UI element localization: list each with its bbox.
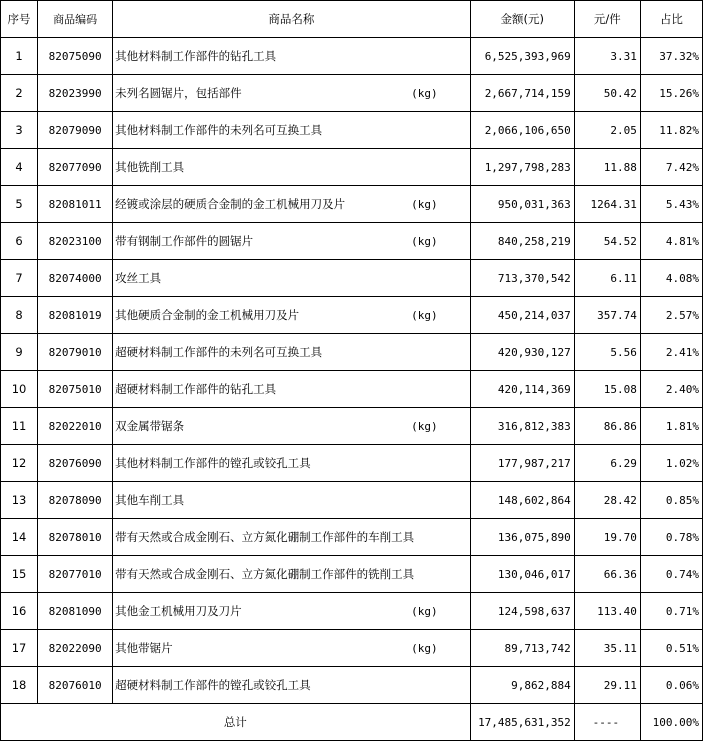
row-share: 4.81%: [640, 223, 702, 260]
total-unit-price: ----: [574, 704, 640, 741]
row-amount: 1,297,798,283: [470, 149, 574, 186]
row-code: 82081011: [38, 186, 113, 223]
row-unit-price: 50.42: [574, 75, 640, 112]
table-row: [1, 186, 703, 223]
row-name-cell: [113, 667, 471, 704]
row-no: 12: [1, 445, 38, 482]
row-no: 9: [1, 334, 38, 371]
row-name: 其他硬质合金制的金工机械用刀及片: [115, 308, 300, 322]
row-share: 11.82%: [640, 112, 702, 149]
row-share: 5.43%: [640, 186, 702, 223]
table-row: [1, 112, 703, 149]
table-row: [1, 408, 703, 445]
row-name: 其他车削工具: [115, 493, 185, 507]
row-no: 4: [1, 149, 38, 186]
row-code: 82079010: [38, 334, 113, 371]
row-no: 18: [1, 667, 38, 704]
row-name-cell: [113, 630, 471, 667]
row-name-cell: [113, 482, 471, 519]
row-code: 82078010: [38, 519, 113, 556]
total-row: [1, 704, 703, 741]
row-name: 其他材料制工作部件的镗孔或铰孔工具: [115, 456, 311, 470]
row-no: 7: [1, 260, 38, 297]
row-unit-price: 66.36: [574, 556, 640, 593]
row-unit-price: 357.74: [574, 297, 640, 334]
row-code: 82078090: [38, 482, 113, 519]
row-amount: 713,370,542: [470, 260, 574, 297]
row-share: 1.02%: [640, 445, 702, 482]
row-code: 82076010: [38, 667, 113, 704]
row-amount: 316,812,383: [470, 408, 574, 445]
row-code: 82074000: [38, 260, 113, 297]
table-row: [1, 223, 703, 260]
row-code: 82081090: [38, 593, 113, 630]
table-header-row: [1, 1, 703, 38]
row-name-cell: [113, 38, 471, 75]
row-unit: (kg): [411, 419, 438, 433]
row-no: 5: [1, 186, 38, 223]
row-amount: 89,713,742: [470, 630, 574, 667]
row-code: 82075090: [38, 38, 113, 75]
row-amount: 6,525,393,969: [470, 38, 574, 75]
table-body: [1, 38, 703, 704]
table-row: [1, 75, 703, 112]
header-code: 商品编码: [38, 1, 113, 38]
row-unit-price: 19.70: [574, 519, 640, 556]
row-share: 0.51%: [640, 630, 702, 667]
header-unit-price: 元/件: [574, 1, 640, 38]
row-code: 82022010: [38, 408, 113, 445]
header-amount: 金额(元): [470, 1, 574, 38]
row-name-cell: [113, 112, 471, 149]
row-no: 2: [1, 75, 38, 112]
row-name: 超硬材料制工作部件的钻孔工具: [115, 382, 277, 396]
row-amount: 148,602,864: [470, 482, 574, 519]
row-share: 7.42%: [640, 149, 702, 186]
row-name: 超硬材料制工作部件的镗孔或铰孔工具: [115, 678, 311, 692]
row-unit-price: 11.88: [574, 149, 640, 186]
table-row: [1, 38, 703, 75]
header-no: 序号: [1, 1, 38, 38]
row-name: 其他材料制工作部件的未列名可互换工具: [115, 123, 323, 137]
row-no: 14: [1, 519, 38, 556]
row-unit-price: 15.08: [574, 371, 640, 408]
table-row: [1, 482, 703, 519]
table-row: [1, 334, 703, 371]
row-no: 17: [1, 630, 38, 667]
row-amount: 420,114,369: [470, 371, 574, 408]
row-unit: (kg): [411, 604, 438, 618]
row-share: 2.57%: [640, 297, 702, 334]
row-no: 16: [1, 593, 38, 630]
row-name-cell: [113, 519, 471, 556]
row-name: 其他铣削工具: [115, 160, 185, 174]
table-row: [1, 593, 703, 630]
row-name-cell: [113, 260, 471, 297]
row-unit-price: 86.86: [574, 408, 640, 445]
row-name-cell: [113, 149, 471, 186]
row-code: 82023990: [38, 75, 113, 112]
row-share: 15.26%: [640, 75, 702, 112]
row-share: 2.41%: [640, 334, 702, 371]
row-share: 0.06%: [640, 667, 702, 704]
row-name: 超硬材料制工作部件的未列名可互换工具: [115, 345, 323, 359]
row-amount: 177,987,217: [470, 445, 574, 482]
row-share: 0.74%: [640, 556, 702, 593]
table-row: [1, 371, 703, 408]
row-amount: 420,930,127: [470, 334, 574, 371]
row-name: 其他带锯片: [115, 641, 173, 655]
total-share: 100.00%: [640, 704, 702, 741]
row-name: 带有钢制工作部件的圆锯片: [115, 234, 254, 248]
total-amount: 17,485,631,352: [470, 704, 574, 741]
row-share: 37.32%: [640, 38, 702, 75]
row-code: 82077090: [38, 149, 113, 186]
table-row: [1, 149, 703, 186]
row-unit-price: 2.05: [574, 112, 640, 149]
row-name-cell: [113, 445, 471, 482]
row-unit: (kg): [411, 86, 438, 100]
row-share: 1.81%: [640, 408, 702, 445]
row-unit-price: 3.31: [574, 38, 640, 75]
row-no: 6: [1, 223, 38, 260]
table-row: [1, 260, 703, 297]
row-name: 带有天然或合成金刚石、立方氮化硼制工作部件的车削工具: [115, 530, 415, 544]
row-share: 4.08%: [640, 260, 702, 297]
row-name: 双金属带锯条: [115, 419, 185, 433]
row-name-cell: [113, 297, 471, 334]
row-unit: (kg): [411, 197, 438, 211]
row-amount: 9,862,884: [470, 667, 574, 704]
row-code: 82075010: [38, 371, 113, 408]
table-row: [1, 519, 703, 556]
total-label: 总计: [1, 704, 471, 741]
row-name: 攻丝工具: [115, 271, 162, 285]
row-name-cell: [113, 408, 471, 445]
row-name-cell: [113, 223, 471, 260]
row-name: 其他材料制工作部件的钻孔工具: [115, 49, 277, 63]
row-share: 0.85%: [640, 482, 702, 519]
row-unit: (kg): [411, 308, 438, 322]
row-no: 13: [1, 482, 38, 519]
row-name: 经镀或涂层的硬质合金制的金工机械用刀及片: [115, 197, 346, 211]
row-unit-price: 29.11: [574, 667, 640, 704]
row-code: 82076090: [38, 445, 113, 482]
row-unit-price: 6.11: [574, 260, 640, 297]
row-name-cell: [113, 334, 471, 371]
row-amount: 124,598,637: [470, 593, 574, 630]
row-amount: 450,214,037: [470, 297, 574, 334]
row-unit: (kg): [411, 641, 438, 655]
table-row: [1, 445, 703, 482]
row-amount: 950,031,363: [470, 186, 574, 223]
row-no: 11: [1, 408, 38, 445]
table-row: [1, 556, 703, 593]
header-name: 商品名称: [113, 1, 471, 38]
row-unit-price: 113.40: [574, 593, 640, 630]
row-unit-price: 35.11: [574, 630, 640, 667]
table-row: [1, 630, 703, 667]
row-amount: 840,258,219: [470, 223, 574, 260]
row-unit-price: 54.52: [574, 223, 640, 260]
row-unit-price: 28.42: [574, 482, 640, 519]
row-amount: 2,667,714,159: [470, 75, 574, 112]
row-unit-price: 6.29: [574, 445, 640, 482]
row-name-cell: [113, 593, 471, 630]
row-no: 8: [1, 297, 38, 334]
row-code: 82077010: [38, 556, 113, 593]
row-name-cell: [113, 371, 471, 408]
row-amount: 130,046,017: [470, 556, 574, 593]
row-no: 1: [1, 38, 38, 75]
row-unit-price: 1264.31: [574, 186, 640, 223]
header-share: 占比: [640, 1, 702, 38]
row-share: 2.40%: [640, 371, 702, 408]
row-unit-price: 5.56: [574, 334, 640, 371]
row-share: 0.71%: [640, 593, 702, 630]
table-row: [1, 667, 703, 704]
row-code: 82022090: [38, 630, 113, 667]
row-no: 3: [1, 112, 38, 149]
row-code: 82023100: [38, 223, 113, 260]
row-amount: 136,075,890: [470, 519, 574, 556]
row-amount: 2,066,106,650: [470, 112, 574, 149]
row-name-cell: [113, 75, 471, 112]
row-name: 带有天然或合成金刚石、立方氮化硼制工作部件的铣削工具: [115, 567, 415, 581]
row-no: 10: [1, 371, 38, 408]
row-name: 未列名圆锯片，包括部件: [115, 86, 242, 100]
row-share: 0.78%: [640, 519, 702, 556]
row-code: 82081019: [38, 297, 113, 334]
row-unit: (kg): [411, 234, 438, 248]
row-no: 15: [1, 556, 38, 593]
row-name: 其他金工机械用刀及刀片: [115, 604, 242, 618]
row-name-cell: [113, 556, 471, 593]
row-code: 82079090: [38, 112, 113, 149]
row-name-cell: [113, 186, 471, 223]
table-row: [1, 297, 703, 334]
